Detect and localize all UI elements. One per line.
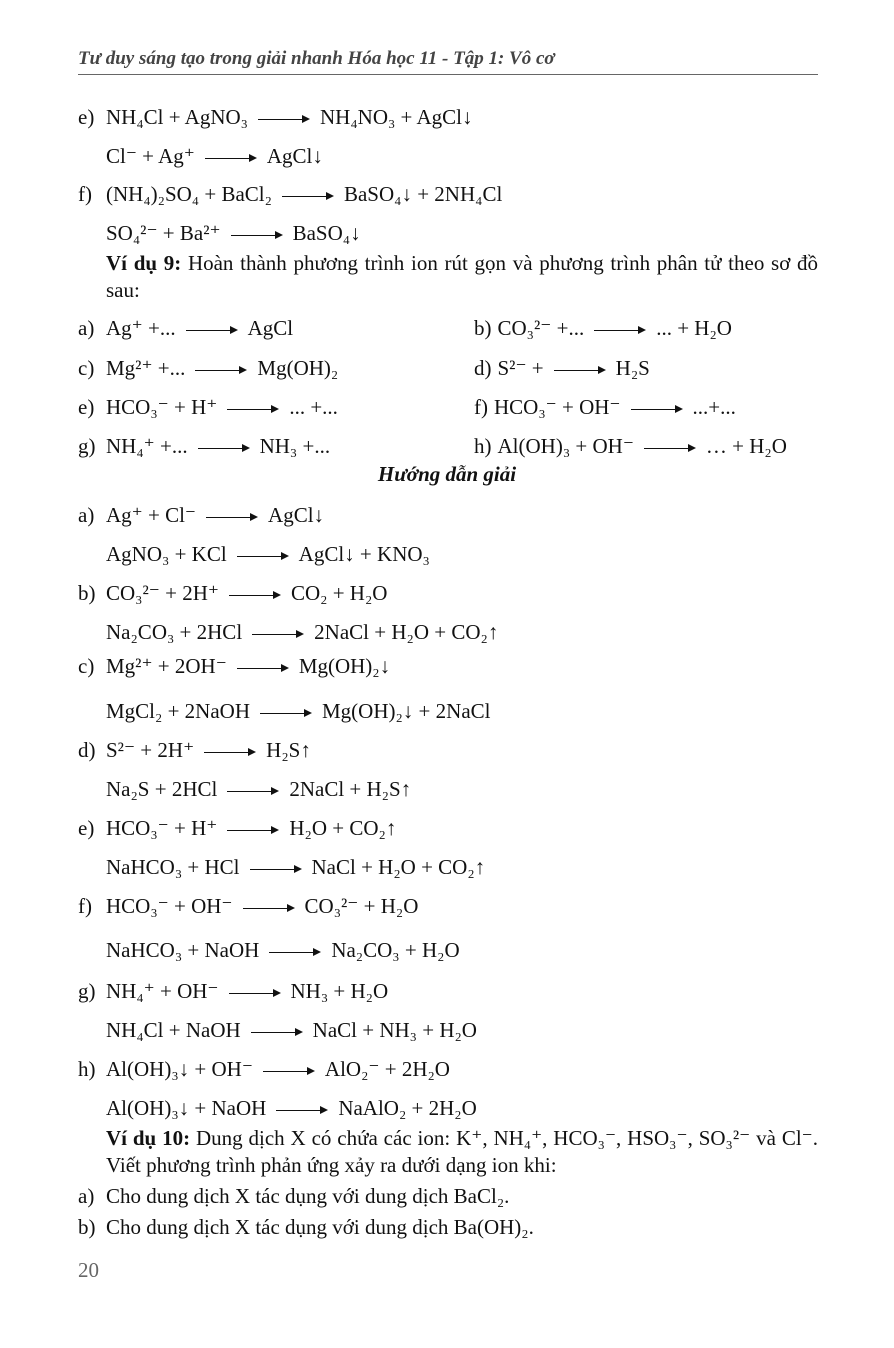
products: BaSO₄↓ (292, 221, 361, 245)
reactants: MgCl₂ + 2NaOH (106, 699, 250, 723)
products: H₂O + CO₂↑ (289, 816, 397, 840)
reaction-arrow-icon (251, 1027, 303, 1037)
products: 2NaCl + H₂O + CO₂↑ (314, 620, 499, 644)
reactants: Na₂CO₃ + 2HCl (106, 620, 243, 644)
reaction-arrow-icon (206, 512, 258, 522)
products: ...+... (692, 395, 736, 419)
equation-line (78, 978, 388, 1004)
example-10 (106, 1125, 818, 1179)
exercise-item-left (78, 355, 338, 381)
question-text: Cho dung dịch X tác dụng với dung dịch BaCl₂. (106, 1184, 510, 1208)
equation-line (78, 181, 502, 207)
products: AgCl↓ (268, 503, 325, 527)
item-tag: b) (78, 581, 96, 605)
reactants: Ag⁺ + Cl⁻ (106, 503, 197, 527)
item-tag: g) (78, 979, 96, 1003)
products: Mg(OH)₂↓ + 2NaCl (322, 699, 491, 723)
products: 2NaCl + H₂S↑ (289, 777, 412, 801)
equation-line (106, 541, 430, 567)
products: NH₃ + H₂O (290, 979, 389, 1003)
equation-line (78, 502, 324, 528)
equation-line (78, 104, 473, 130)
equation-line (106, 1095, 477, 1121)
reaction-arrow-icon (644, 443, 696, 453)
reaction-arrow-icon (195, 365, 247, 375)
equation-line (106, 619, 498, 645)
example-10-label: Ví dụ 10: (106, 1126, 191, 1150)
reaction-arrow-icon (237, 663, 289, 673)
reactants: NH₄Cl + AgNO₃ (106, 105, 248, 129)
reaction-arrow-icon (269, 947, 321, 957)
reaction-arrow-icon (227, 825, 279, 835)
question-text: Cho dung dịch X tác dụng với dung dịch Ba(OH)₂. (106, 1215, 534, 1239)
products: NaCl + H₂O + CO₂↑ (311, 855, 486, 879)
exercise-item-right (474, 433, 787, 459)
reaction-arrow-icon (229, 988, 281, 998)
equation-line (78, 653, 390, 679)
products: ... + H₂O (656, 316, 732, 340)
running-header: Tư duy sáng tạo trong giải nhanh Hóa học 11 - Tập 1: Vô cơ (78, 48, 555, 69)
equation-line (106, 776, 411, 802)
products: H₂S↑ (266, 738, 311, 762)
item-tag: a) (78, 1184, 95, 1208)
reactants: NH₄⁺ +... (106, 434, 188, 458)
item-tag: f) (474, 395, 488, 419)
item-tag: e) (78, 395, 95, 419)
products: NaCl + NH₃ + H₂O (312, 1018, 477, 1042)
reactants: SO₄²⁻ + Ba²⁺ (106, 221, 221, 245)
reactants: AgNO₃ + KCl (106, 542, 227, 566)
equation-line (106, 143, 323, 169)
reaction-arrow-icon (263, 1066, 315, 1076)
exercise-item-left (78, 394, 338, 420)
reactants: HCO₃⁻ + H⁺ (106, 395, 218, 419)
reactants: HCO₃⁻ + OH⁻ (494, 395, 621, 419)
equation-line (78, 580, 387, 606)
reactants: Mg²⁺ +... (106, 356, 186, 380)
item-tag: b) (474, 316, 492, 340)
reactants: NH₄Cl + NaOH (106, 1018, 241, 1042)
exercise-item-left (78, 315, 293, 341)
equation-line (106, 854, 485, 880)
products: CO₃²⁻ + H₂O (304, 894, 419, 918)
item-tag: e) (78, 816, 95, 840)
item-tag: d) (474, 356, 492, 380)
equation-line (78, 893, 418, 919)
reactants: Al(OH)₃ + OH⁻ (497, 434, 634, 458)
item-tag: g) (78, 434, 96, 458)
reaction-arrow-icon (594, 325, 646, 335)
guide-title: Hướng dẫn giải (377, 462, 517, 486)
reactants: NH₄⁺ + OH⁻ (106, 979, 219, 1003)
products: AgCl↓ (266, 144, 323, 168)
equation-line (106, 220, 361, 246)
reaction-arrow-icon (282, 191, 334, 201)
question-item (78, 1214, 534, 1240)
item-tag: c) (78, 654, 95, 678)
products: BaSO₄↓ + 2NH₄Cl (343, 182, 503, 206)
reactants: Cl⁻ + Ag⁺ (106, 144, 195, 168)
reaction-arrow-icon (260, 708, 312, 718)
equation-line (106, 698, 490, 724)
item-tag: a) (78, 503, 95, 527)
reaction-arrow-icon (198, 443, 250, 453)
reaction-arrow-icon (186, 325, 238, 335)
item-tag: a) (78, 316, 95, 340)
products: CO₂ + H₂O (290, 581, 388, 605)
item-tag: c) (78, 356, 95, 380)
reactants: S²⁻ + 2H⁺ (106, 738, 195, 762)
example-10-text: Dung dịch X có chứa các ion: K⁺, NH₄⁺, HCO₃⁻, HSO₃⁻, SO₃²⁻ và Cl⁻. Viết phương trình phản ứng xảy ra dưới dạng ion khi: (106, 1126, 818, 1177)
item-tag: e) (78, 105, 95, 129)
item-tag: d) (78, 738, 96, 762)
reactants: CO₃²⁻ + 2H⁺ (106, 581, 219, 605)
reactants: S²⁻ + (497, 356, 544, 380)
exercise-item-left (78, 433, 330, 459)
page-number: 20 (78, 1258, 99, 1282)
example-9-label: Ví dụ 9: (106, 251, 182, 275)
reaction-arrow-icon (205, 153, 257, 163)
products: AgCl (247, 316, 294, 340)
header-rule (78, 74, 818, 75)
reactants: Mg²⁺ + 2OH⁻ (106, 654, 227, 678)
reactants: Ag⁺ +... (106, 316, 176, 340)
products: AlO₂⁻ + 2H₂O (324, 1057, 450, 1081)
reaction-arrow-icon (252, 629, 304, 639)
exercise-item-right (474, 355, 650, 381)
products: ... +... (289, 395, 338, 419)
reaction-arrow-icon (554, 365, 606, 375)
reaction-arrow-icon (231, 230, 283, 240)
products: NH₄NO₃ + AgCl↓ (320, 105, 473, 129)
reaction-arrow-icon (631, 404, 683, 414)
reactants: (NH₄)₂SO₄ + BaCl₂ (106, 182, 272, 206)
reaction-arrow-icon (227, 786, 279, 796)
exercise-item-right (474, 394, 736, 420)
reactants: NaHCO₃ + HCl (106, 855, 240, 879)
item-tag: f) (78, 182, 92, 206)
reaction-arrow-icon (204, 747, 256, 757)
reactants: Na₂S + 2HCl (106, 777, 218, 801)
item-tag: b) (78, 1215, 96, 1239)
reactants: Al(OH)₃↓ + OH⁻ (106, 1057, 253, 1081)
reactants: CO₃²⁻ +... (497, 316, 585, 340)
products: Mg(OH)₂↓ (298, 654, 391, 678)
products: … + H₂O (705, 434, 787, 458)
item-tag: f) (78, 894, 92, 918)
question-item (78, 1183, 509, 1209)
products: Mg(OH)₂ (257, 356, 339, 380)
reaction-arrow-icon (258, 114, 310, 124)
reactants: Al(OH)₃↓ + NaOH (106, 1096, 267, 1120)
reaction-arrow-icon (243, 903, 295, 913)
products: H₂S (615, 356, 650, 380)
example-9-text: Hoàn thành phương trình ion rút gọn và phương trình phân tử theo sơ đồ sau: (106, 251, 818, 302)
equation-line (78, 1056, 450, 1082)
products: AgCl↓ + KNO₃ (298, 542, 430, 566)
example-9 (106, 250, 818, 304)
reaction-arrow-icon (229, 590, 281, 600)
reactants: HCO₃⁻ + OH⁻ (106, 894, 233, 918)
equation-line (78, 737, 311, 763)
products: NaAlO₂ + 2H₂O (338, 1096, 477, 1120)
equation-line (78, 815, 396, 841)
reactants: NaHCO₃ + NaOH (106, 938, 260, 962)
reaction-arrow-icon (276, 1105, 328, 1115)
reaction-arrow-icon (250, 864, 302, 874)
products: NH₃ +... (259, 434, 331, 458)
item-tag: h) (78, 1057, 96, 1081)
products: Na₂CO₃ + H₂O (331, 938, 460, 962)
reaction-arrow-icon (227, 404, 279, 414)
equation-line (106, 937, 460, 963)
equation-line (106, 1017, 477, 1043)
item-tag: h) (474, 434, 492, 458)
exercise-item-right (474, 315, 732, 341)
reactants: HCO₃⁻ + H⁺ (106, 816, 218, 840)
reaction-arrow-icon (237, 551, 289, 561)
